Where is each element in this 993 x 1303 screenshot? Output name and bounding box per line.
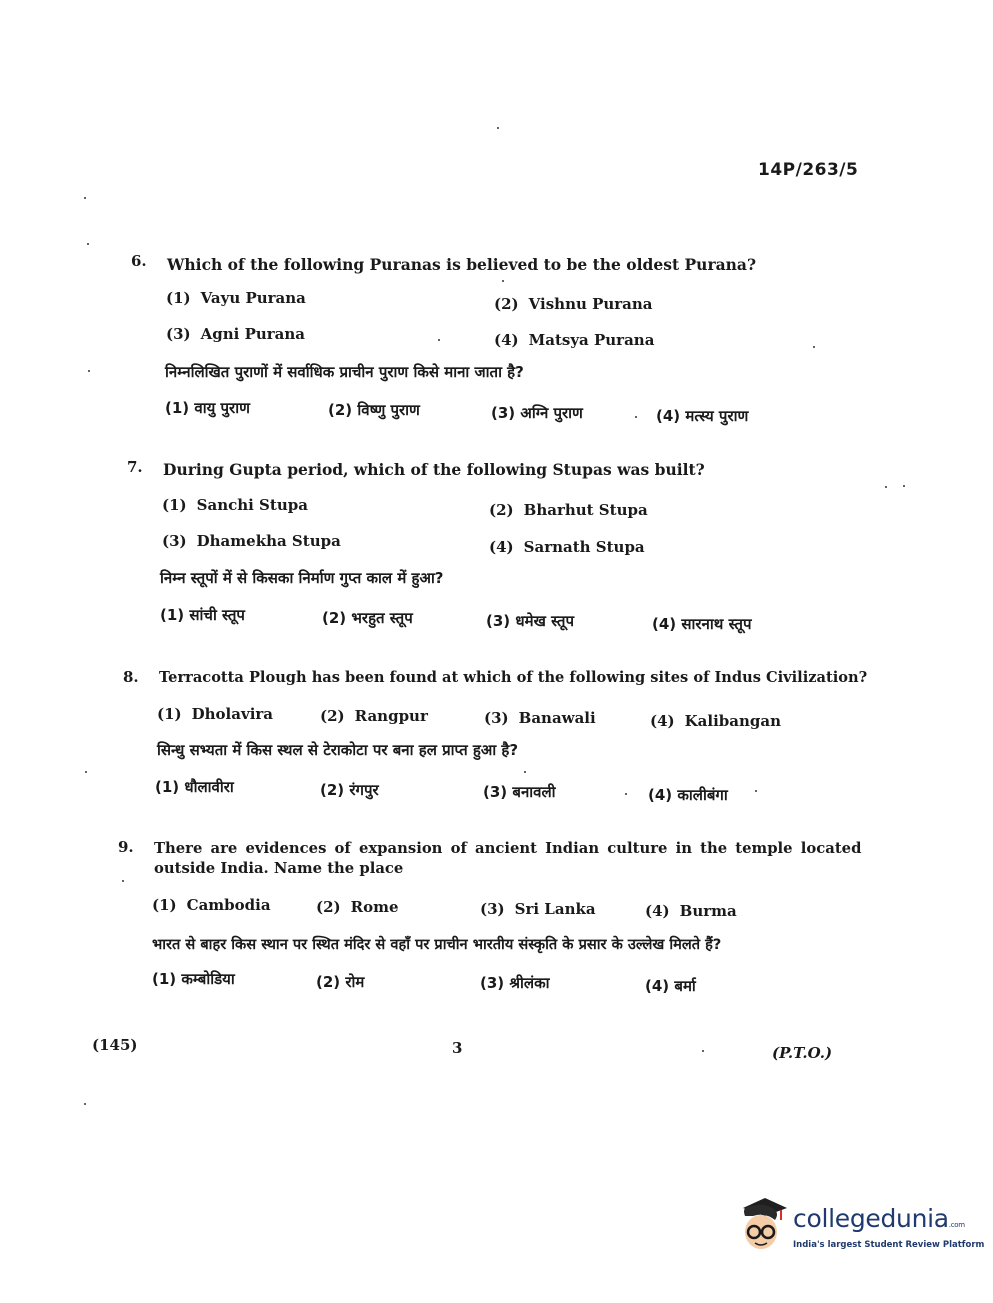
option-3: (3) Sri Lanka — [480, 900, 596, 918]
hindi-option-4: (4) कालीबंगा — [648, 786, 728, 804]
hindi-option-3: (3) बनावली — [483, 783, 556, 801]
hindi-question-text: सिन्धु सभ्यता में किस स्थल से टेराकोटा पर बना हल प्राप्त हुआ है? — [157, 741, 519, 759]
option-1: (1) Sanchi Stupa — [162, 496, 308, 514]
option-3: (3) Agni Purana — [166, 325, 306, 343]
hindi-option-3: (3) धमेख स्तूप — [486, 612, 574, 630]
question-text-line2: outside India. Name the place — [154, 860, 404, 877]
question-text-line1: There are evidences of expansion of ancient Indian culture in the temple located — [154, 840, 862, 857]
question-number: 8. — [123, 668, 139, 686]
option-2: (2) Rangpur — [320, 707, 428, 725]
question-number: 6. — [131, 252, 147, 270]
brand-tagline: India's largest Student Review Platform — [793, 1240, 985, 1250]
hindi-option-1: (1) धौलावीरा — [155, 778, 234, 796]
option-2: (2) Bharhut Stupa — [489, 501, 648, 519]
option-3: (3) Banawali — [484, 709, 596, 727]
hindi-question-text: भारत से बाहर किस स्थान पर स्थित मंदिर से वहाँ पर प्राचीन भारतीय संस्कृति के प्रसार के उल्लेख मिलते हैं? — [152, 936, 722, 953]
question-number: 7. — [127, 458, 143, 476]
page-number: 3 — [452, 1039, 463, 1057]
question-text: During Gupta period, which of the following Stupas was built? — [163, 460, 705, 479]
hindi-question-text: निम्नलिखित पुराणों में सर्वाधिक प्राचीन पुराण किसे माना जाता है? — [165, 363, 524, 381]
hindi-option-1: (1) कम्बोडिया — [152, 970, 235, 988]
hindi-option-3: (3) अग्नि पुराण — [491, 404, 583, 422]
hindi-option-2: (2) रोम — [316, 973, 365, 991]
hindi-question-text: निम्न स्तूपों में से किसका निर्माण गुप्त काल में हुआ? — [160, 569, 444, 587]
pto-label: (P.T.O.) — [772, 1044, 833, 1062]
hindi-option-4: (4) सारनाथ स्तूप — [652, 615, 752, 633]
booklet-code: (145) — [92, 1036, 138, 1054]
hindi-option-2: (2) भरहुत स्तूप — [322, 609, 413, 627]
option-4: (4) Kalibangan — [650, 712, 782, 730]
question-text: Terracotta Plough has been found at which of the following sites of Indus Civilization? — [159, 669, 868, 686]
option-3: (3) Dhamekha Stupa — [162, 532, 341, 550]
hindi-option-2: (2) रंगपुर — [320, 781, 379, 799]
question-number: 9. — [118, 838, 134, 856]
option-2: (2) Rome — [316, 898, 399, 916]
option-4: (4) Matsya Purana — [494, 331, 655, 349]
collegedunia-watermark — [735, 1196, 985, 1264]
hindi-option-1: (1) वायु पुराण — [165, 399, 250, 417]
option-1: (1) Cambodia — [152, 896, 271, 914]
option-1: (1) Vayu Purana — [166, 289, 306, 307]
paper-code: 14P/263/5 — [758, 160, 859, 180]
hindi-option-2: (2) विष्णु पुराण — [328, 401, 420, 419]
question-text: Which of the following Puranas is believed to be the oldest Purana? — [167, 255, 757, 274]
student-mascot-icon — [735, 1196, 787, 1256]
hindi-option-4: (4) मत्स्य पुराण — [656, 407, 749, 425]
hindi-option-3: (3) श्रीलंका — [480, 974, 550, 992]
option-1: (1) Dholavira — [157, 705, 274, 723]
option-4: (4) Burma — [645, 902, 737, 920]
option-2: (2) Vishnu Purana — [494, 295, 653, 313]
hindi-option-1: (1) सांची स्तूप — [160, 606, 245, 624]
option-4: (4) Sarnath Stupa — [489, 538, 645, 556]
brand-name: collegedunia.com — [793, 1204, 965, 1233]
hindi-option-4: (4) बर्मा — [645, 977, 696, 995]
